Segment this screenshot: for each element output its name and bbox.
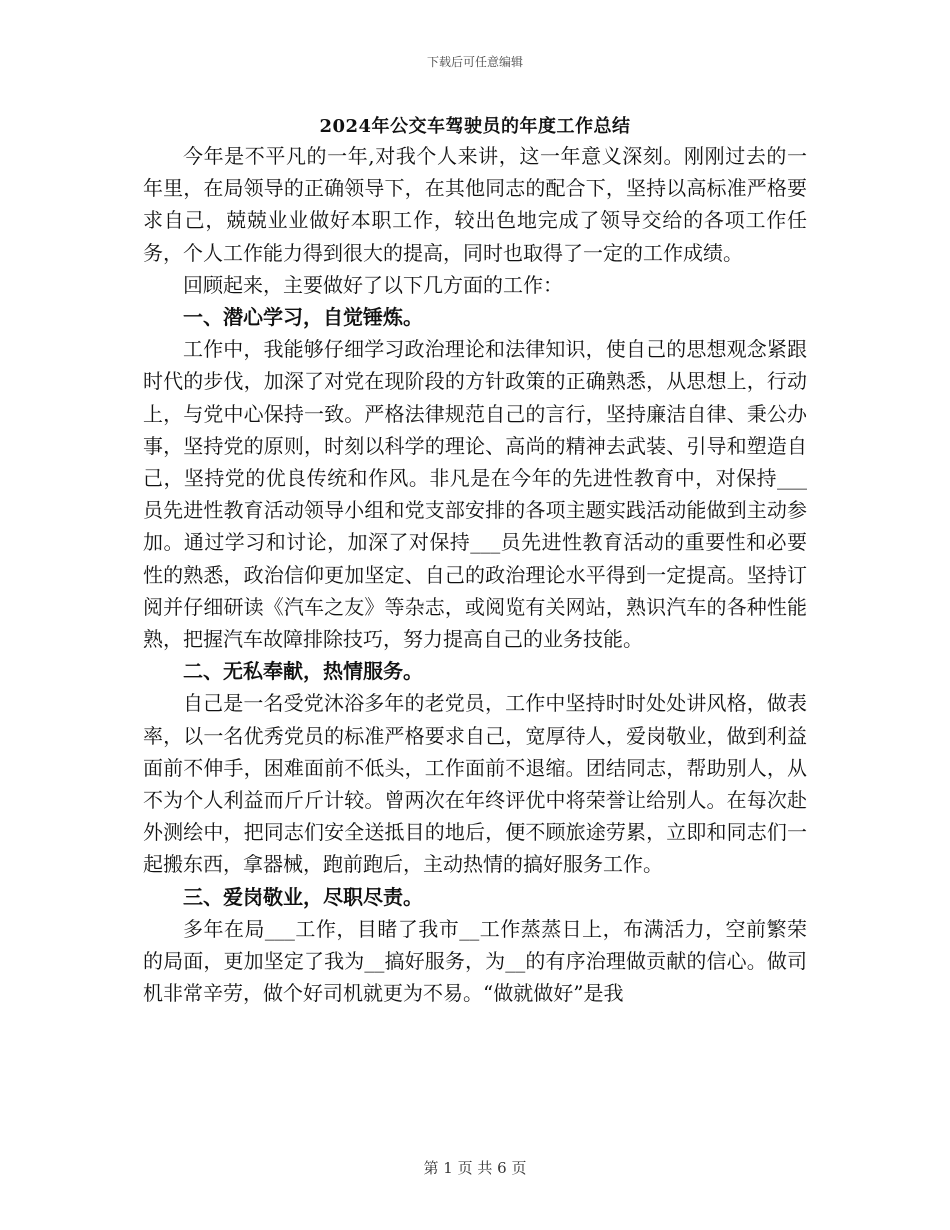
document-title: 2024年公交车驾驶员的年度工作总结 bbox=[319, 116, 631, 137]
section-heading: 一、潜心学习，自觉锤炼。 bbox=[183, 305, 423, 330]
section-heading: 二、无私奉献，热情服务。 bbox=[183, 659, 423, 684]
section-heading: 三、爱岗敬业，尽职尽责。 bbox=[183, 884, 423, 909]
page-header-note: 下载后可任意编辑 bbox=[426, 55, 523, 69]
section-paragraph: 工作中，我能够仔细学习政治理论和法律知识，使自己的思想观念紧跟时代的步伐，加深了对党在现阶段的方针政策的正确熟悉，从思想上，行动上，与党中心保持一致。严格法律规范自己的言行，坚持廉洁自律、秉公办事，坚持党的原则，时刻以科学的理论、高尚的精神去武装、引导和塑造自己，坚持党的优良传统和作风。非凡是在今年的先进性教育中，对保持___员先进性教育活动领导小组和党支部安排的各项主题实践活动能做到主动参加。通过学习和讨论，加深了对保持___员先进性教育活动的重要性和必要性的熟悉，政治信仰更加坚定、自己的政治理论水平得到一定提高。坚持订阅并仔细研读《汽车之友》等杂志，或阅览有关网站，熟识汽车的各种性能熟，把握汽车故障排除技巧，努力提高自己的业务技能。 bbox=[143, 337, 807, 652]
intro-paragraph: 今年是不平凡的一年,对我个人来讲，这一年意义深刻。刚刚过去的一年里，在局领导的正确领导下，在其他同志的配合下，坚持以高标准严格要求自己，兢兢业业做好本职工作，较出色地完成了领导交给的各项工作任务，个人工作能力得到很大的提高，同时也取得了一定的工作成绩。 bbox=[143, 144, 807, 265]
section-paragraph: 多年在局___工作，目睹了我市__工作蒸蒸日上，布满活力，空前繁荣的局面，更加坚定了我为__搞好服务，为__的有序治理做贡献的信心。做司机非常辛劳，做个好司机就更为不易。“做就做好”是我 bbox=[143, 916, 807, 1006]
intro-paragraph: 回顾起来，主要做好了以下几方面的工作： bbox=[183, 272, 563, 297]
page-number: 第 1 页 共 6 页 bbox=[423, 1159, 527, 1177]
document-body bbox=[143, 140, 807, 1009]
section-paragraph: 自己是一名受党沐浴多年的老党员，工作中坚持时时处处讲风格，做表率，以一名优秀党员的标准严格要求自己，宽厚待人，爱岗敬业，做到利益面前不伸手，困难面前不低头，工作面前不退缩。团结同志，帮助别人，从不为个人利益而斤斤计较。曾两次在年终评优中将荣誉让给别人。在每次赴外测绘中，把同志们安全送抵目的地后，便不顾旅途劳累，立即和同志们一起搬东西，拿器械，跑前跑后，主动热情的搞好服务工作。 bbox=[143, 691, 807, 877]
